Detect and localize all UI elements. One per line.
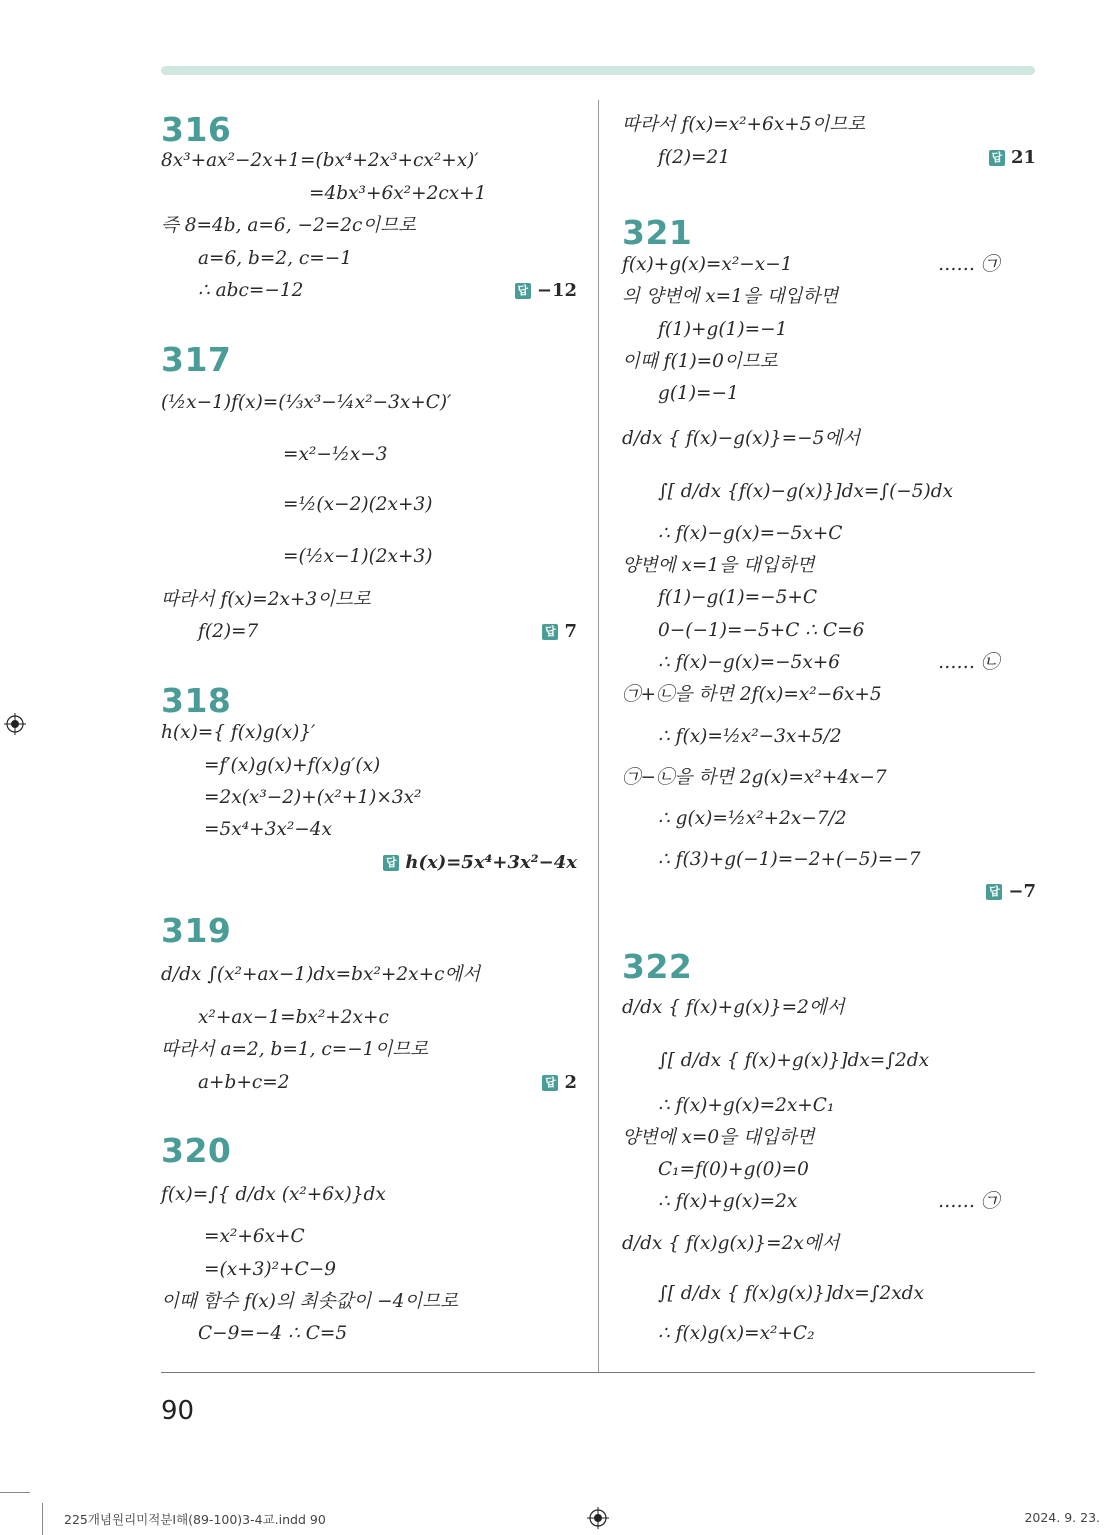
solution-line: (½x−1)f(x)=(⅓x³−¼x²−3x+C)′ <box>161 392 452 413</box>
equation-marker: …… ㉠ <box>938 254 1000 275</box>
solution-line: ∴ f(3)+g(−1)=−2+(−5)=−7 <box>658 849 921 870</box>
answer-320 <box>989 147 1036 169</box>
answer-badge: 답 <box>989 150 1005 166</box>
solution-line: 따라서 f(x)=2x+3이므로 <box>161 589 371 610</box>
solution-line: d/dx { f(x)−g(x)}=−5에서 <box>622 428 861 449</box>
solution-line: ∴ f(x)=½x²−3x+5/2 <box>658 726 842 747</box>
answer-318 <box>383 852 577 874</box>
solution-line: ∴ f(x)g(x)=x²+C₂ <box>658 1323 815 1344</box>
solution-line: f(x)+g(x)=x²−x−1 <box>622 254 793 275</box>
solution-line: 이때 f(1)=0이므로 <box>622 351 778 372</box>
solution-line: x²+ax−1=bx²+2x+c <box>198 1007 389 1028</box>
crop-mark <box>0 1492 30 1493</box>
bottom-rule <box>161 1372 1035 1373</box>
solution-line: =(½x−1)(2x+3) <box>283 546 433 567</box>
solution-line: d/dx { f(x)+g(x)}=2에서 <box>622 997 845 1018</box>
solution-line: ㉠+㉡을 하면 2f(x)=x²−6x+5 <box>622 684 882 705</box>
answer-value: 21 <box>1010 147 1036 168</box>
answer-badge: 답 <box>383 855 399 871</box>
solution-line: =4bx³+6x²+2cx+1 <box>309 183 487 204</box>
solution-line: ∫[ d/dx {f(x)−g(x)}]dx=∫(−5)dx <box>658 481 954 502</box>
solution-line: a=6, b=2, c=−1 <box>198 248 353 269</box>
solution-line: ∴ g(x)=½x²+2x−7/2 <box>658 808 847 829</box>
solution-line: =2x(x³−2)+(x²+1)×3x² <box>204 787 422 808</box>
solution-line: ∴ abc=−12 <box>198 280 304 301</box>
solution-line: 8x³+ax²−2x+1=(bx⁴+2x³+cx²+x)′ <box>161 150 479 171</box>
solution-line: 양변에 x=1을 대입하면 <box>622 555 815 576</box>
solution-line: 0−(−1)=−5+C ∴ C=6 <box>658 620 865 641</box>
solution-line: f(1)−g(1)=−5+C <box>658 587 818 608</box>
answer-badge: 답 <box>542 624 558 640</box>
registration-mark-icon <box>4 713 26 735</box>
header-bar <box>161 66 1035 75</box>
column-divider <box>598 100 599 1372</box>
solution-line: ∫[ d/dx { f(x)+g(x)}]dx=∫2dx <box>658 1050 929 1071</box>
solution-line: 의 양변에 x=1을 대입하면 <box>622 286 839 307</box>
answer-value: 2 <box>564 1072 577 1093</box>
problem-number-316: 316 <box>161 110 232 149</box>
solution-line: f(x)=∫{ d/dx (x²+6x)}dx <box>161 1184 386 1205</box>
solution-line: 이때 함수 f(x)의 최솟값이 −4이므로 <box>161 1291 458 1312</box>
solution-line: f(2)=21 <box>658 147 731 168</box>
solution-line: 따라서 f(x)=x²+6x+5이므로 <box>622 114 866 135</box>
crop-mark <box>42 1503 43 1535</box>
solution-line: d/dx ∫(x²+ax−1)dx=bx²+2x+c에서 <box>161 964 481 985</box>
solution-line: d/dx { f(x)g(x)}=2x에서 <box>622 1233 840 1254</box>
solution-line: =f′(x)g(x)+f(x)g′(x) <box>204 755 381 776</box>
page-number: 90 <box>161 1396 195 1426</box>
solution-line: g(1)=−1 <box>658 383 739 404</box>
answer-317 <box>542 621 577 643</box>
solution-line: =(x+3)²+C−9 <box>204 1259 336 1280</box>
problem-number-322: 322 <box>622 947 693 986</box>
footer-date: 2024. 9. 23. <box>1024 1510 1100 1525</box>
answer-value: −7 <box>1008 881 1036 902</box>
solution-line: a+b+c=2 <box>198 1072 290 1093</box>
registration-mark-icon <box>587 1507 609 1529</box>
solution-line: ∴ f(x)−g(x)=−5x+6 <box>658 652 841 673</box>
answer-badge: 답 <box>542 1075 558 1091</box>
solution-line: C₁=f(0)+g(0)=0 <box>658 1159 809 1180</box>
problem-number-318: 318 <box>161 681 232 720</box>
answer-badge: 답 <box>515 283 531 299</box>
answer-316 <box>515 280 577 302</box>
problem-number-320: 320 <box>161 1131 232 1170</box>
solution-line: 즉 8=4b, a=6, −2=2c이므로 <box>161 215 416 236</box>
problem-number-321: 321 <box>622 213 693 252</box>
solution-line: =x²+6x+C <box>204 1226 305 1247</box>
answer-321 <box>986 881 1036 903</box>
equation-marker: …… ㉠ <box>938 1191 1000 1212</box>
answer-badge: 답 <box>986 884 1002 900</box>
footer-filename: 225개념원리미적분Ⅰ해(89-100)3-4교.indd 90 <box>64 1512 326 1527</box>
solution-line: ∴ f(x)+g(x)=2x+C₁ <box>658 1095 835 1116</box>
solution-line: 양변에 x=0을 대입하면 <box>622 1127 815 1148</box>
solution-line: ∴ f(x)−g(x)=−5x+C <box>658 523 843 544</box>
equation-marker: …… ㉡ <box>938 652 1000 673</box>
solution-line: =5x⁴+3x²−4x <box>204 819 332 840</box>
solution-line: C−9=−4 ∴ C=5 <box>198 1323 348 1344</box>
answer-value: −12 <box>536 280 577 301</box>
solution-line: h(x)={ f(x)g(x)}′ <box>161 722 316 743</box>
solution-line: 따라서 a=2, b=1, c=−1이므로 <box>161 1039 429 1060</box>
solution-line: f(2)=7 <box>198 621 259 642</box>
solution-line: ㉠−㉡을 하면 2g(x)=x²+4x−7 <box>622 767 887 788</box>
answer-value: h(x)=5x⁴+3x²−4x <box>405 852 577 873</box>
solution-line: ∫[ d/dx { f(x)g(x)}]dx=∫2xdx <box>658 1283 924 1304</box>
problem-number-319: 319 <box>161 911 232 950</box>
solution-line: ∴ f(x)+g(x)=2x <box>658 1191 798 1212</box>
solution-line: =x²−½x−3 <box>283 444 388 465</box>
solution-line: f(1)+g(1)=−1 <box>658 319 788 340</box>
answer-value: 7 <box>564 621 577 642</box>
problem-number-317: 317 <box>161 340 232 379</box>
answer-319 <box>542 1072 577 1094</box>
solution-line: =½(x−2)(2x+3) <box>283 494 433 515</box>
